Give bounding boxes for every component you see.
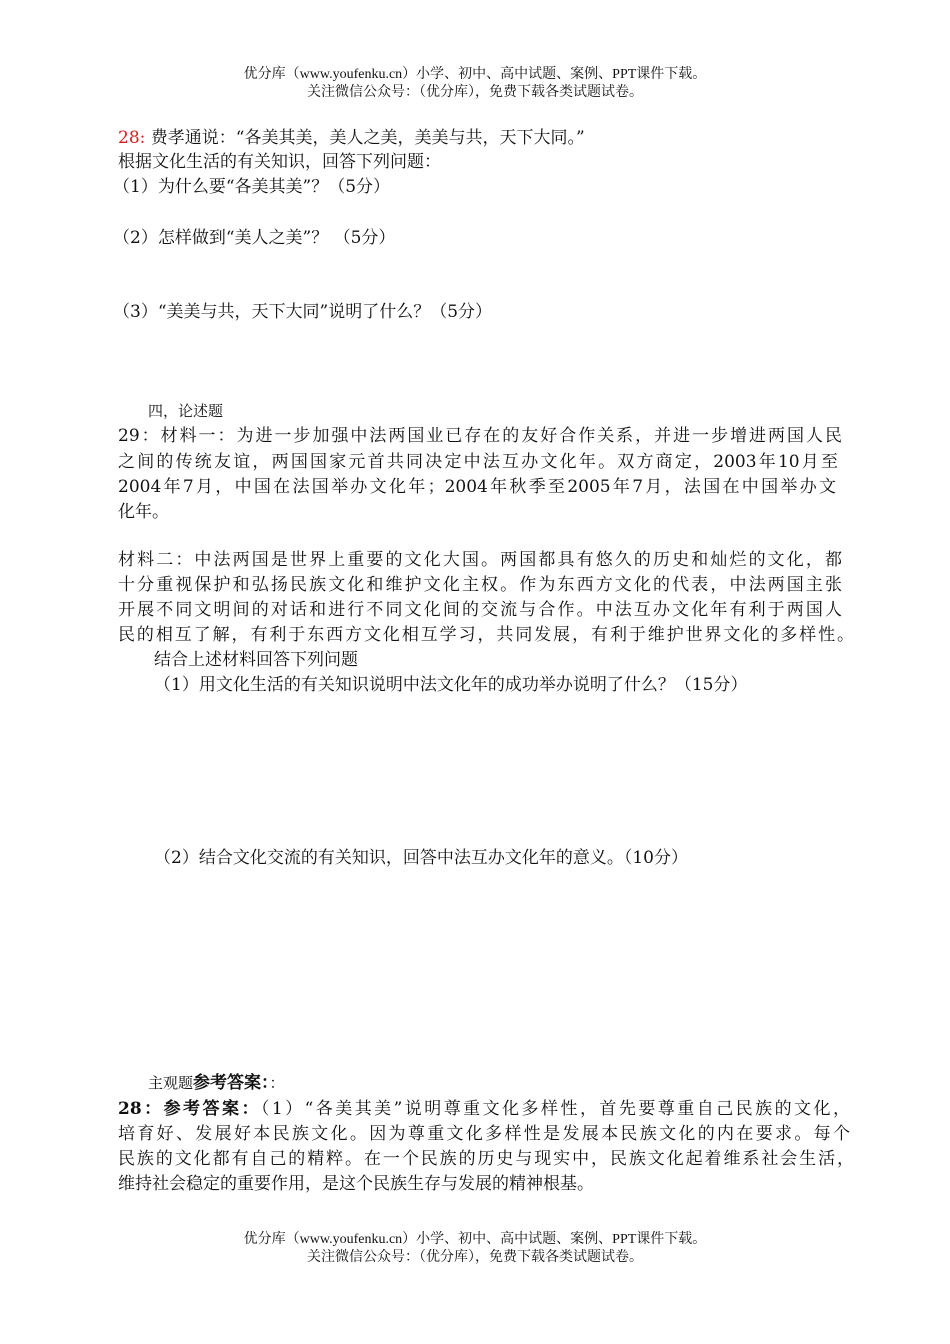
question-28-sub-1: （1）为什么要“各美其美”？（5分） bbox=[113, 177, 391, 197]
page-header-line-2: 关注微信公众号：（优分库），免费下载各类试题试卷。 bbox=[307, 85, 643, 100]
answer-28-line-3: 民族的文化都有自己的精粹。在一个民族的历史与现实中，民族文化起着维系社会生活， bbox=[118, 1149, 854, 1169]
page-footer-line-2: 关注微信公众号：（优分库），免费下载各类试题试卷。 bbox=[307, 1250, 643, 1265]
section-4-title: 四，论述题 bbox=[148, 402, 224, 420]
question-28-sub-3: （3）“美美与共，天下大同”说明了什么？（5分） bbox=[113, 302, 493, 322]
answer-28-line-4: 维持社会稳定的重要作用，是这个民族生存与发展的精神根基。 bbox=[118, 1174, 594, 1194]
question-29-material-2-line-4: 民的相互了解，有利于东西方文化相互学习，共同发展，有利于维护世界文化的多样性。 bbox=[118, 625, 854, 645]
question-28-stem-line bbox=[118, 126, 585, 150]
question-29-material-2-line-3: 开展不同文明间的对话和进行不同文化间的交流与合作。中法互办文化年有利于两国人 bbox=[118, 600, 842, 620]
page-footer-line-1: 优分库（www.youfenku.cn）小学、初中、高中试题、案例、PPT课件下载。 bbox=[243, 1232, 707, 1247]
question-29-sub-1: （1）用文化生活的有关知识说明中法文化年的成功举办说明了什么？（15分） bbox=[154, 675, 748, 695]
question-29-sub-2: （2）结合文化交流的有关知识，回答中法互办文化年的意义。（10分） bbox=[154, 848, 688, 868]
question-29-material-1-line-3: 2004年7月，中国在法国举办文化年；2004年秋季至2005年7月，法国在中国举办文 bbox=[118, 477, 836, 497]
question-29-material-1-line-2: 之间的传统友谊，两国国家元首共同决定中法互办文化年。双方商定，2003年10月至 bbox=[118, 452, 838, 472]
question-28-sub-2: （2）怎样做到“美人之美”？ （5分） bbox=[113, 228, 396, 248]
answer-28-line-2: 培育好、发展好本民族文化。因为尊重文化多样性是发展本民族文化的内在要求。每个 bbox=[118, 1124, 850, 1144]
answers-heading bbox=[148, 1071, 285, 1095]
answers-heading-bold: 参考答案： bbox=[193, 1073, 270, 1093]
answer-28-label: 28：参考答案： bbox=[118, 1099, 261, 1119]
question-29-material-2-line-2: 十分重视保护和弘扬民族文化和维护文化主权。作为东西方文化的代表，中法两国主张 bbox=[118, 575, 842, 595]
question-29-instruction: 结合上述材料回答下列问题 bbox=[154, 650, 358, 670]
question-28-stem: 费孝通说：“各美其美，美人之美，美美与共，天下大同。” bbox=[150, 128, 585, 148]
question-29-material-2-line-1: 材料二：中法两国是世界上重要的文化大国。两国都具有悠久的历史和灿烂的文化，都 bbox=[118, 550, 842, 570]
question-29-material-1-line-4: 化年。 bbox=[118, 502, 169, 522]
answer-28-text-1: （1）“各美其美”说明尊重文化多样性，首先要尊重自己民族的文化， bbox=[260, 1099, 850, 1119]
question-28-instruction: 根据文化生活的有关知识，回答下列问题： bbox=[118, 152, 441, 172]
answer-28-line-1 bbox=[118, 1097, 850, 1121]
question-29-material-1-line-1: 29：材料一：为进一步加强中法两国业已存在的友好合作关系，并进一步增进两国人民 bbox=[118, 426, 842, 446]
page-header-line-1: 优分库（www.youfenku.cn）小学、初中、高中试题、案例、PPT课件下载。 bbox=[243, 67, 707, 82]
answers-heading-suffix: ： bbox=[269, 1074, 285, 1092]
answers-heading-prefix: 主观题 bbox=[148, 1074, 194, 1092]
question-28-number: 28: bbox=[118, 128, 146, 148]
